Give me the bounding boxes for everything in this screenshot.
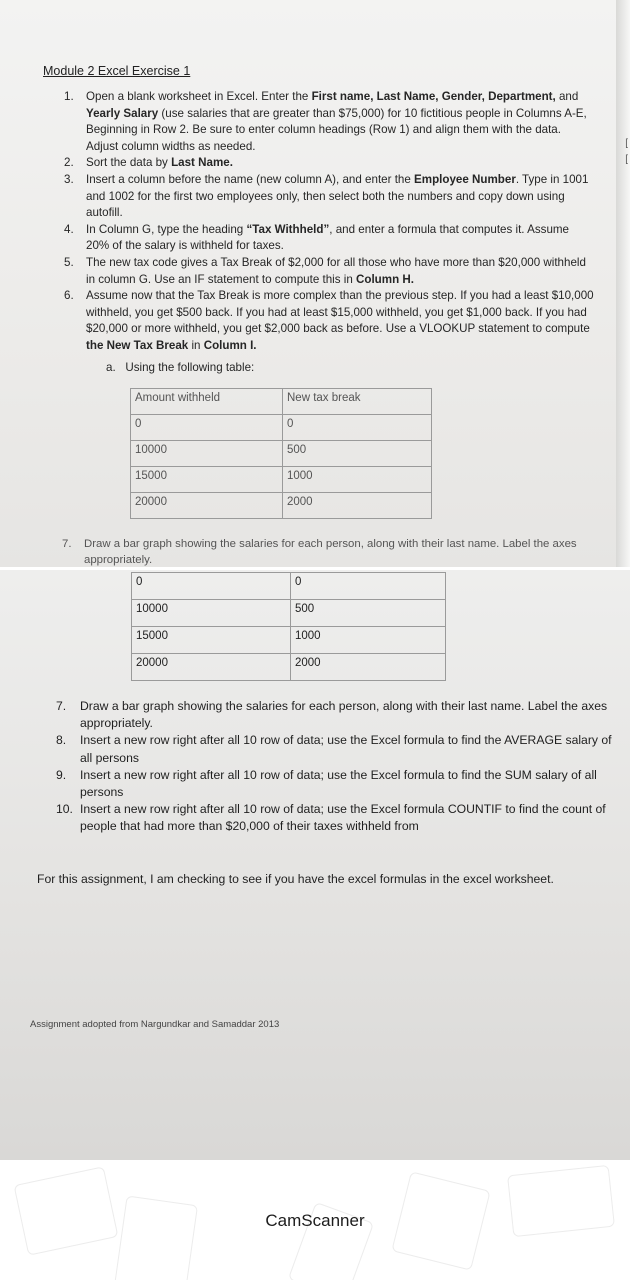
faded-step-7 — [62, 536, 602, 568]
instruction-item — [56, 732, 621, 766]
table-row — [131, 441, 432, 467]
table-cell: 0 — [291, 573, 446, 600]
step-number: 2. — [64, 156, 74, 170]
table-cell: 500 — [283, 441, 432, 467]
instruction-item — [64, 172, 594, 222]
step-number: 9. — [56, 767, 67, 782]
sub-item-label: a. — [106, 361, 116, 374]
page-edge — [616, 0, 630, 568]
step-text: . Type in 1001 and 1002 for the first two employees only, then select both the numbers and copy down using autofill. — [86, 172, 589, 220]
step-text: Draw a bar graph showing the salaries for each person, along with their last name. Label the axes appropriately. — [84, 538, 577, 566]
column-header-break: New tax break — [283, 389, 432, 415]
instruction-item — [64, 288, 594, 354]
table-header-row — [131, 389, 432, 415]
table-cell: 10000 — [132, 600, 291, 627]
table-cell: 20000 — [132, 654, 291, 681]
camscanner-brand: CamScanner — [265, 1211, 365, 1230]
table-row — [132, 654, 446, 681]
step-text: Assume now that the Tax Break is more complex than the previous step. If you had a least $10,000 withheld, you get $500 back. If you had at least $15,000 withheld, you get $1,000 back. If you had $20,000 or more withheld, you get $2,000 back as before. Use a VLOOKUP statement to compute — [86, 289, 594, 336]
table-row — [131, 467, 432, 493]
scan-photo-top — [0, 0, 630, 568]
step-number: 5. — [64, 255, 74, 269]
step-text: (use salaries that are greater than $75,000) for 10 fictitious people in Columns A-E, Beginning in Row 2. Be sure to enter column headings (Row 1) and align them with the data. Adjust column widths as needed. — [86, 106, 587, 153]
step-text: Yearly Salary — [86, 106, 159, 120]
step-number: 7. — [62, 538, 72, 550]
step-text: The new tax code gives a Tax Break of $2,000 for all those who have more than $20,000 withheld in column G. Use an IF statement to compute this in — [86, 255, 586, 286]
credit-line: Assignment adopted from Nargundkar and Samaddar 2013 — [30, 1019, 280, 1030]
instruction-item — [64, 222, 594, 255]
table-cell: 0 — [131, 415, 283, 441]
table-cell: 15000 — [132, 627, 291, 654]
instruction-list-part2 — [56, 698, 621, 836]
step-text: in — [188, 338, 204, 352]
table-cell: 10000 — [131, 441, 283, 467]
step-text: Open a blank worksheet in Excel. Enter the — [86, 90, 312, 103]
table-cell: 1000 — [283, 467, 432, 493]
step-number: 8. — [56, 733, 67, 748]
instruction-item — [56, 698, 621, 732]
step-text: “Tax Withheld” — [246, 222, 330, 236]
table-row — [131, 415, 432, 441]
step-number: 4. — [64, 222, 74, 236]
step-text: In Column G, type the heading — [86, 222, 247, 236]
table-cell: 0 — [283, 415, 432, 441]
lookup-table — [130, 388, 432, 519]
table-cell: 15000 — [131, 467, 283, 493]
instruction-item — [64, 255, 594, 288]
step-text: Column I. — [203, 338, 257, 352]
step-text: Draw a bar graph showing the salaries for each person, along with their last name. Label the axes appropriately. — [80, 699, 608, 731]
step-text: Insert a new row right after all 10 row of data; use the Excel formula to find the SUM salary of all persons — [80, 767, 597, 800]
step-text: the New Tax Break — [86, 338, 189, 352]
instruction-list-part1 — [64, 89, 594, 355]
step-text: Column H. — [356, 272, 414, 286]
step-number: 7. — [56, 699, 67, 713]
lookup-table-continued — [131, 572, 446, 681]
instruction-item — [64, 89, 594, 155]
decorative-shape — [114, 1195, 198, 1280]
step-text: Insert a new row right after all 10 row of data; use the Excel formula COUNTIF to find the count of people that had more than $20,000 of their taxes withheld from — [80, 802, 606, 834]
table-row — [132, 573, 446, 600]
column-header-amount: Amount withheld — [131, 389, 283, 415]
sub-item — [106, 361, 254, 374]
step-text: Insert a column before the name (new column A), and enter the — [86, 172, 415, 186]
step-text: Insert a new row right after all 10 row of data; use the Excel formula to find the AVERAGE salary of all persons — [80, 733, 612, 765]
table-cell: 2000 — [291, 654, 446, 681]
assignment-note: For this assignment, I am checking to see if you have the excel formulas in the excel worksheet. — [37, 872, 554, 886]
step-number: 1. — [64, 90, 74, 103]
table-cell: 0 — [132, 573, 291, 600]
edge-mark: [ — [625, 138, 628, 149]
table-cell: 500 — [291, 600, 446, 627]
step-text: Last Name. — [171, 156, 233, 170]
table-cell: 2000 — [283, 493, 432, 519]
table-cell: 1000 — [291, 627, 446, 654]
table-cell: 20000 — [131, 493, 283, 519]
step-text: , and enter a formula that computes it. Assume 20% of the salary is withheld for taxes. — [86, 222, 569, 253]
step-text: Sort the data by — [86, 156, 172, 170]
instruction-item — [56, 767, 621, 801]
instruction-item — [56, 801, 621, 835]
step-number: 6. — [64, 289, 74, 303]
instruction-item — [64, 155, 594, 172]
edge-mark: [ — [625, 154, 628, 165]
step-number: 10. — [56, 802, 73, 817]
sub-item-text: Using the following table: — [125, 361, 255, 374]
table-row — [132, 627, 446, 654]
step-text: First name, Last Name, Gender, Department, — [311, 90, 556, 103]
table-row — [132, 600, 446, 627]
document-title: Module 2 Excel Exercise 1 — [43, 64, 191, 78]
table-row — [131, 493, 432, 519]
step-number: 3. — [64, 172, 74, 186]
step-text: Employee Number — [414, 172, 516, 186]
step-text: and — [555, 90, 579, 103]
